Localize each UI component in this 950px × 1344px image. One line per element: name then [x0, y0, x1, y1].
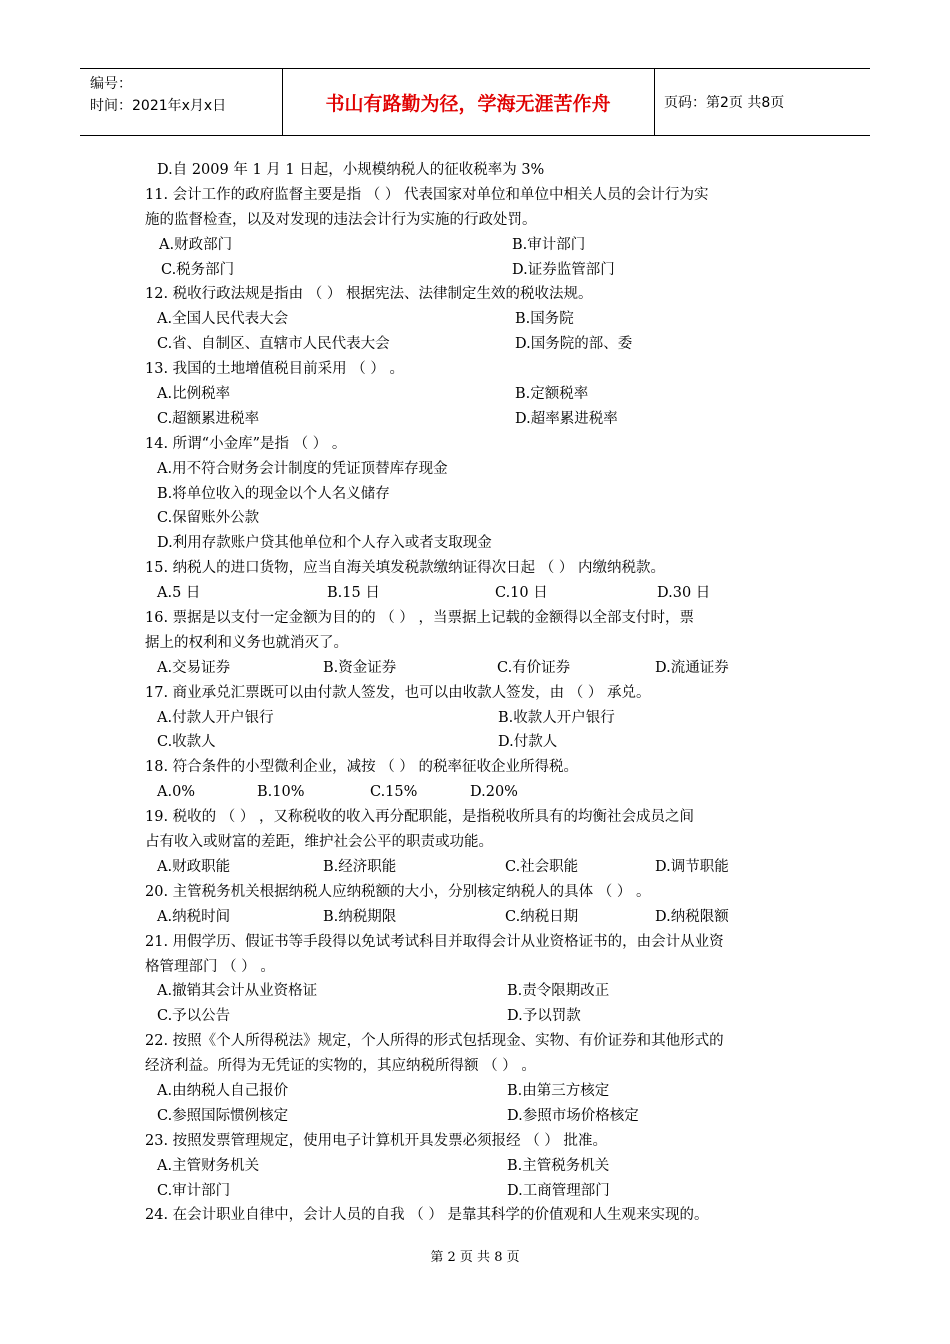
- text-segment: A.交易证券: [157, 659, 231, 676]
- page-footer: 第 2 页 共 8 页: [430, 1250, 520, 1265]
- text-segment: B.责令限期改正: [507, 983, 610, 1000]
- text-line: [145, 506, 820, 531]
- text-segment: C.10 日: [495, 585, 548, 602]
- text-segment: B.国务院: [515, 311, 574, 328]
- text-segment: 据上的权利和义务也就消灭了。: [145, 634, 348, 651]
- text-segment: D.参照市场价格核定: [507, 1107, 639, 1124]
- text-line: [145, 332, 820, 357]
- text-segment: C.省、自制区、直辖市人民代表大会: [157, 336, 390, 353]
- text-segment: 16. 票据是以支付一定金额为目的的 （ ） ，当票据上记载的金额得以全部支付时，票: [145, 610, 694, 627]
- text-segment: A.全国人民代表大会: [157, 311, 289, 328]
- text-line: [145, 706, 820, 731]
- text-segment: D.付款人: [498, 734, 558, 751]
- text-segment: D.自 2009 年 1 月 1 日起，小规模纳税人的征收税率为 3%: [157, 162, 545, 178]
- text-line: [145, 1029, 820, 1054]
- text-segment: 20. 主管税务机关根据纳税人应纳税额的大小，分别核定纳税人的具体 （ ） 。: [145, 883, 651, 900]
- text-segment: D.超率累进税率: [515, 410, 618, 427]
- text-line: [145, 631, 820, 656]
- text-segment: B.15 日: [327, 585, 380, 602]
- text-line: [145, 830, 820, 855]
- text-segment: 12. 税收行政法规是指由 （ ） 根据宪法、法律制定生效的税收法规。: [145, 286, 593, 303]
- text-line: [145, 1154, 820, 1179]
- text-segment: B.由第三方核定: [507, 1082, 610, 1099]
- text-segment: C.有价证券: [497, 659, 571, 676]
- text-segment: B.资金证券: [323, 659, 397, 676]
- text-line: [145, 755, 820, 780]
- text-segment: D.调节职能: [655, 858, 729, 875]
- text-segment: A.主管财务机关: [157, 1157, 260, 1174]
- text-line: [145, 407, 820, 432]
- text-segment: B.将单位收入的现金以个人名义储存: [157, 485, 390, 502]
- text-line: [145, 531, 820, 556]
- text-line: [145, 1203, 820, 1228]
- text-segment: D.30 日: [657, 585, 711, 602]
- text-segment: 11. 会计工作的政府监督主要是指 （ ） 代表国家对单位和单位中相关人员的会计行为实: [145, 186, 709, 203]
- text-segment: 18. 符合条件的小型微利企业，减按 （ ） 的税率征收企业所得税。: [145, 759, 578, 776]
- text-segment: D.予以罚款: [507, 1008, 581, 1025]
- text-segment: C.纳税日期: [505, 908, 579, 925]
- text-segment: D.工商管理部门: [507, 1182, 610, 1199]
- text-line: [145, 730, 820, 755]
- text-line: [145, 905, 820, 930]
- text-line: [145, 208, 820, 233]
- text-segment: B.收款人开户银行: [498, 709, 615, 726]
- text-segment: B.定额税率: [515, 386, 589, 403]
- text-segment: 13. 我国的土地增值税目前采用 （ ） 。: [145, 361, 404, 378]
- text-segment: C.予以公告: [157, 1008, 231, 1025]
- text-line: [145, 556, 820, 581]
- text-line: [145, 457, 820, 482]
- header-left: [90, 73, 226, 117]
- text-line: [145, 780, 820, 805]
- text-line: [145, 930, 820, 955]
- text-segment: B.经济职能: [323, 858, 397, 875]
- text-line: [145, 432, 820, 457]
- document-body: [145, 158, 820, 1228]
- text-segment: D.流通证券: [655, 659, 729, 676]
- page-header: [80, 68, 870, 136]
- text-segment: C.参照国际惯例核定: [157, 1107, 289, 1124]
- text-line: [145, 855, 820, 880]
- text-segment: 17. 商业承兑汇票既可以由付款人签发，也可以由收款人签发，由 （ ） 承兑。: [145, 684, 651, 701]
- text-line: [145, 681, 820, 706]
- text-line: [145, 1079, 820, 1104]
- text-line: [145, 805, 820, 830]
- text-segment: C.收款人: [157, 734, 216, 751]
- text-segment: B.审计部门: [512, 236, 586, 253]
- text-segment: 格管理部门 （ ） 。: [145, 958, 275, 975]
- text-segment: 经济利益。所得为无凭证的实物的，其应纳税所得额 （ ） 。: [145, 1058, 536, 1075]
- text-segment: D.国务院的部、委: [515, 336, 633, 353]
- text-segment: D.证券监管部门: [512, 261, 615, 278]
- text-line: [145, 1179, 820, 1204]
- text-segment: A.财政部门: [159, 236, 233, 253]
- text-line: [145, 307, 820, 332]
- text-segment: A.付款人开户银行: [157, 709, 274, 726]
- text-line: [145, 1129, 820, 1154]
- text-line: [145, 656, 820, 681]
- text-segment: 施的监督检查，以及对发现的违法会计行为实施的行政处罚。: [145, 211, 537, 228]
- document-number-label: 编号：: [90, 76, 132, 92]
- text-line: [145, 183, 820, 208]
- text-line: [145, 955, 820, 980]
- text-segment: 22. 按照《个人所得税法》规定，个人所得的形式包括现金、实物、有价证券和其他形式的: [145, 1033, 724, 1050]
- text-line: [145, 1004, 820, 1029]
- header-motto: 书山有路勤为径，学海无涯苦作舟: [325, 92, 611, 115]
- text-segment: 占有收入或财富的差距，维护社会公平的职责或功能。: [145, 834, 493, 851]
- text-segment: 21. 用假学历、假证书等手段得以免试考试科目并取得会计从业资格证书的，由会计从业资: [145, 933, 724, 950]
- text-segment: C.审计部门: [157, 1182, 231, 1199]
- text-segment: D.纳税限额: [655, 908, 729, 925]
- text-segment: A.由纳税人自己报价: [157, 1082, 289, 1099]
- text-line: [145, 581, 820, 606]
- text-segment: C.保留账外公款: [157, 510, 260, 527]
- header-divider: [654, 69, 655, 135]
- text-segment: 15. 纳税人的进口货物，应当自海关填发税款缴纳证得次日起 （ ） 内缴纳税款。: [145, 560, 665, 577]
- document-date: 时间：2021年x月x日: [90, 98, 227, 114]
- text-segment: A.撤销其会计从业资格证: [157, 983, 318, 1000]
- text-segment: A.纳税时间: [157, 908, 231, 925]
- text-segment: A.比例税率: [157, 386, 231, 403]
- text-segment: B.纳税期限: [323, 908, 397, 925]
- text-line: [145, 233, 820, 258]
- text-segment: 24. 在会计职业自律中，会计人员的自我 （ ） 是靠其科学的价值观和人生观来实现的。: [145, 1207, 709, 1224]
- text-segment: A.5 日: [157, 585, 201, 602]
- text-line: [145, 482, 820, 507]
- text-segment: A.0%: [157, 784, 196, 801]
- text-segment: D.20%: [470, 784, 518, 801]
- text-segment: C.税务部门: [161, 261, 235, 278]
- text-line: [145, 1104, 820, 1129]
- text-line: [145, 158, 820, 183]
- text-segment: 14. 所谓“小金库”是指 （ ） 。: [145, 435, 347, 452]
- text-segment: C.超额累进税率: [157, 410, 260, 427]
- header-page-info: 页码：第2页 共8页: [664, 95, 785, 111]
- text-segment: B.10%: [257, 784, 305, 801]
- text-segment: C.15%: [370, 784, 418, 801]
- text-line: [145, 282, 820, 307]
- text-line: [145, 979, 820, 1004]
- text-line: [145, 880, 820, 905]
- text-line: [145, 357, 820, 382]
- text-segment: C.社会职能: [505, 858, 579, 875]
- text-line: [145, 606, 820, 631]
- text-segment: 19. 税收的 （ ） ，又称税收的收入再分配职能，是指税收所具有的均衡社会成员之间: [145, 809, 694, 826]
- text-segment: A.用不符合财务会计制度的凭证顶替库存现金: [157, 460, 448, 477]
- text-segment: D.利用存款账户贷其他单位和个人存入或者支取现金: [157, 535, 492, 552]
- text-line: [145, 258, 820, 283]
- text-line: [145, 382, 820, 407]
- text-segment: 23. 按照发票管理规定，使用电子计算机开具发票必须报经 （ ） 批准。: [145, 1132, 607, 1149]
- text-line: [145, 1054, 820, 1079]
- text-segment: B.主管税务机关: [507, 1157, 610, 1174]
- text-segment: A.财政职能: [157, 858, 231, 875]
